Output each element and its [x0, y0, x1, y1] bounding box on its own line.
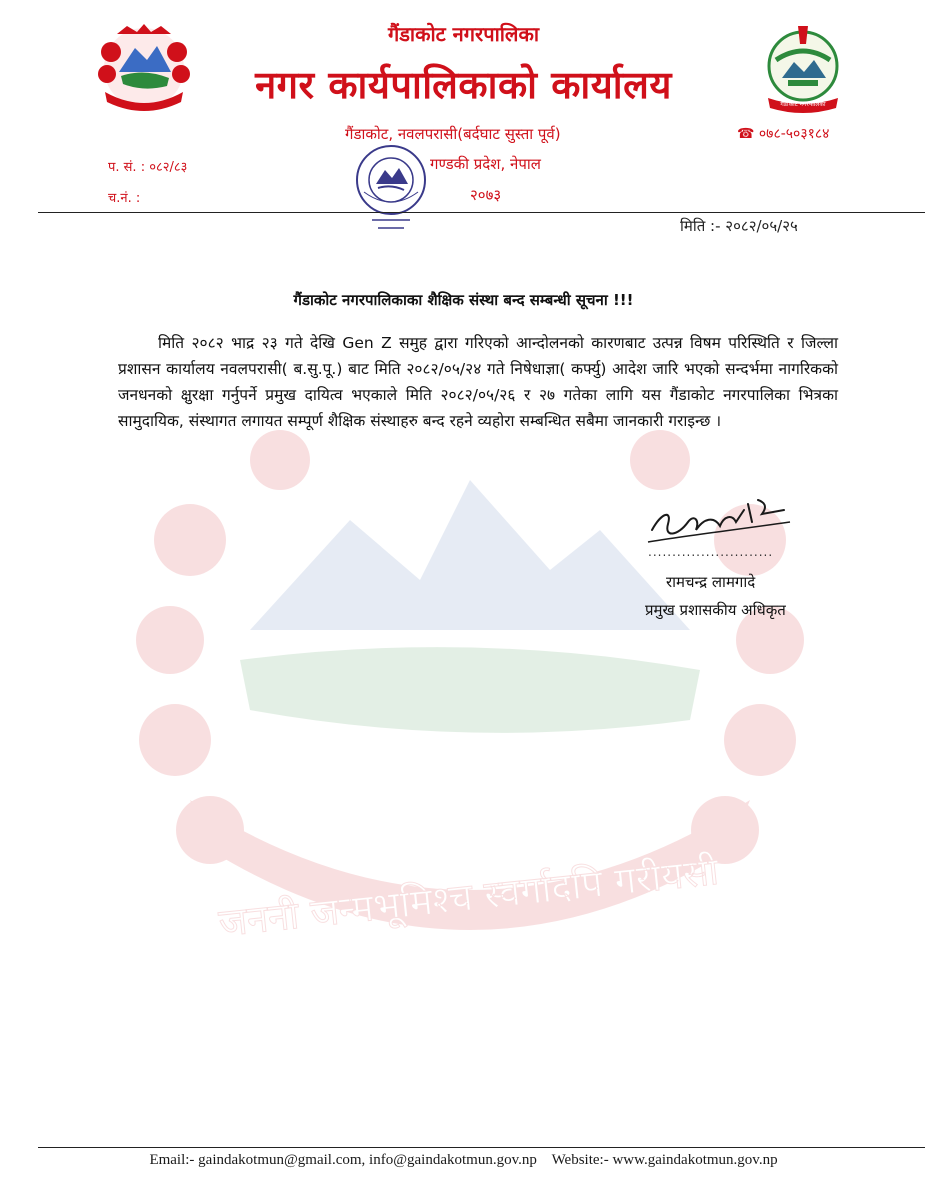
office-address: गैंडाकोट, नवलपरासी(बर्दघाट सुस्ता पूर्व): [345, 125, 561, 143]
office-name: नगर कार्यपालिकाको कार्यालय: [255, 63, 672, 107]
signature-line: ..........................: [648, 545, 774, 559]
municipality-name: गैंडाकोट नगरपालिका: [387, 22, 540, 46]
footer-divider: [38, 1147, 925, 1148]
nepal-map-icon: [240, 647, 700, 733]
footer-contact: Email:- gaindakotmun@gmail.com, info@gaindakotmun.gov.np Website:- www.gaindakotmun.gov.np: [149, 1152, 778, 1168]
reference-number: प. सं. : ०८२/८३: [108, 160, 188, 175]
established-year: २०७३: [470, 186, 502, 204]
notice-body: मिति २०८२ भाद्र २३ गते देखि Gen Z समुह द्वारा गरिएको आन्दोलनको कारणबाट उत्पन्न विषम परिस्थिति र जिल्ला प्रशासन कार्यालय नवलपरासी( ब.सु.पू.) बाट मिति २०८२/०५/२४ गते निषेधाज्ञा( कर्फ्यु) आदेश जारि भएको सन्दर्भमा नागरिकको जनधनको क्षुरक्षा गर्नुपर्ने प्रमुख दायित्व भएकाले मिति २०८२/०५/२६ र २७ गतेका लागि यस गैंडाकोट नगरपालिका भित्रका सामुदायिक, संस्थागत लगायत सम्पूर्ण शैक्षिक संस्थाहरु बन्द रहने व्यहोरा सम्बन्धित सबैमा जानकारी गराइन्छ ।: [118, 334, 838, 430]
notice-title: गैंडाकोट नगरपालिकाका शैक्षिक संस्था बन्द सम्बन्धी सूचना !!!: [293, 291, 634, 309]
right-logo-label: गैंडाकोट नगरपालिका: [780, 101, 826, 108]
letter-date: मिति :- २०८२/०५/२५: [680, 217, 798, 235]
province-country: गण्डकी प्रदेश, नेपाल: [430, 155, 541, 173]
header-divider: [38, 212, 925, 213]
mountain-icon: [250, 480, 690, 630]
signatory-title: प्रमुख प्रशासकीय अधिकृत: [645, 601, 786, 619]
dispatch-number: च.नं. :: [108, 191, 141, 206]
office-seal-stamp: [352, 140, 430, 236]
signatory-name: रामचन्द्र लामगादे: [666, 573, 756, 591]
phone-number: ☎ ०७८-५०३१८४: [737, 126, 830, 142]
watermark-motto: जननी जन्मभूमिश्च स्वर्गादपि गरीयसी: [216, 848, 721, 946]
